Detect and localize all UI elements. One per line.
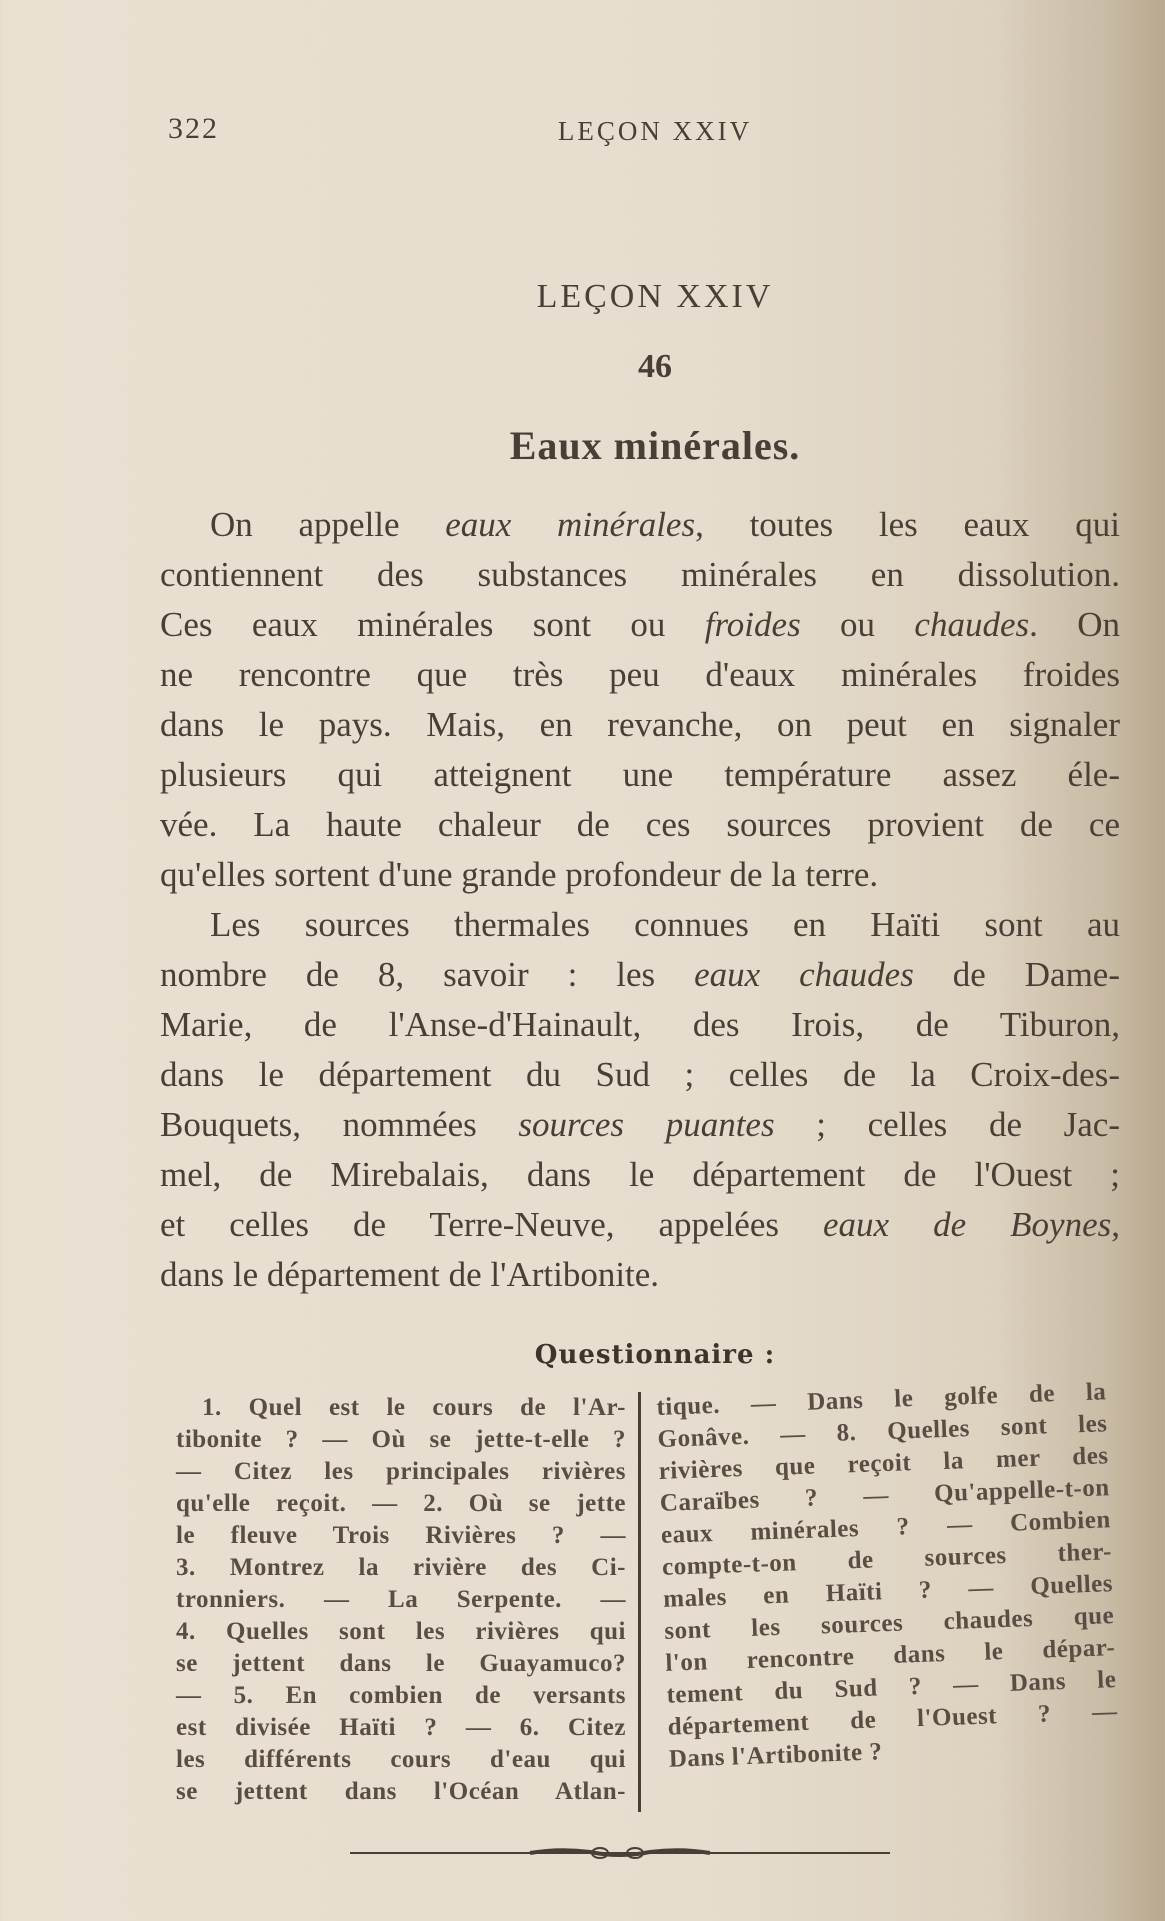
- questionnaire-line: 3. Montrez la rivière des Ci-: [176, 1554, 626, 1581]
- questionnaire-line: département de l'Ouest ? —: [667, 1698, 1118, 1741]
- body-line: [160, 1250, 1120, 1300]
- questionnaire-line: males en Haïti ? — Quelles: [662, 1570, 1114, 1613]
- text-run: contiennent des substances minérales en dissolution.: [160, 555, 1120, 594]
- text-run: On appelle: [210, 505, 446, 544]
- body-line: [160, 750, 1120, 800]
- body-line: [160, 850, 1120, 900]
- questionnaire-line: — Citez les principales rivières: [176, 1458, 626, 1485]
- body-line: [160, 500, 1120, 550]
- text-run: ,: [1111, 1205, 1120, 1244]
- questionnaire-line: tique. — Dans le golfe de la: [656, 1378, 1107, 1421]
- text-run: dans le département de l'Artibonite.: [160, 1255, 660, 1294]
- text-run: ; celles de Jac-: [774, 1105, 1120, 1144]
- questionnaire-line: le fleuve Trois Rivières ? —: [176, 1522, 626, 1549]
- questionnaire-line: qu'elle reçoit. — 2. Où se jette: [176, 1490, 626, 1517]
- italic-term: chaudes: [914, 605, 1030, 644]
- text-run: . On: [1029, 605, 1121, 644]
- questionnaire-line: l'on rencontre dans le dépar-: [665, 1634, 1116, 1677]
- body-text: [160, 500, 1120, 1300]
- text-run: plusieurs qui atteignent une température assez éle-: [160, 755, 1120, 794]
- text-run: de Dame-: [913, 955, 1120, 994]
- ornament-divider: [350, 1846, 890, 1860]
- body-line: [160, 1050, 1120, 1100]
- text-run: Bouquets, nommées: [160, 1105, 519, 1144]
- questionnaire-line: tibonite ? — Où se jette-t-elle ?: [176, 1426, 626, 1453]
- text-run: mel, de Mirebalais, dans le département de l'Ouest ;: [160, 1155, 1120, 1194]
- column-rule: [638, 1392, 641, 1812]
- questionnaire-line: tronniers. — La Serpente. —: [176, 1586, 626, 1613]
- questionnaire-line: se jettent dans le Guayamuco?: [176, 1650, 626, 1677]
- questionnaire-line: se jettent dans l'Océan Atlan-: [176, 1778, 626, 1805]
- questionnaire-line: rivières que reçoit la mer des: [658, 1442, 1109, 1485]
- italic-term: sources puantes: [518, 1105, 775, 1144]
- body-line: [160, 900, 1120, 950]
- questionnaire-line: eaux minérales ? — Combien: [660, 1506, 1112, 1549]
- questionnaire-heading: Questionnaire :: [534, 1340, 776, 1370]
- questionnaire-line: 4. Quelles sont les rivières qui: [176, 1618, 626, 1645]
- questionnaire-line: — 5. En combien de versants: [176, 1682, 626, 1709]
- section-number: 46: [638, 348, 672, 385]
- questionnaire-right-column: [656, 1376, 1119, 1775]
- lesson-title: LEÇON XXIV: [536, 278, 774, 315]
- questionnaire-line: 1. Quel est le cours de l'Ar-: [202, 1394, 626, 1421]
- questionnaire-line: Dans l'Artibonite ?: [668, 1738, 883, 1773]
- text-run: dans le pays. Mais, en revanche, on peut en signaler: [160, 705, 1120, 744]
- text-run: nombre de 8, savoir : les: [160, 955, 695, 994]
- questionnaire-left-column: [176, 1392, 626, 1808]
- text-run: Les sources thermales connues en Haïti sont au: [210, 905, 1120, 944]
- questionnaire-line: est divisée Haïti ? — 6. Citez: [176, 1714, 626, 1741]
- text-run: vée. La haute chaleur de ces sources provient de ce: [160, 805, 1120, 844]
- questionnaire-line: Gonâve. — 8. Quelles sont les: [657, 1410, 1108, 1453]
- body-line: [160, 1100, 1120, 1150]
- body-line: [160, 950, 1120, 1000]
- text-run: dans le département du Sud ; celles de la Croix-des-: [160, 1055, 1120, 1094]
- body-line: [160, 700, 1120, 750]
- text-run: , toutes les eaux qui: [695, 505, 1120, 544]
- body-line: [160, 1150, 1120, 1200]
- body-line: [160, 600, 1120, 650]
- body-line: [160, 1000, 1120, 1050]
- questionnaire-line: les différents cours d'eau qui: [176, 1746, 626, 1773]
- questionnaire-line: sont les sources chaudes que: [663, 1602, 1115, 1645]
- italic-term: froides: [704, 605, 801, 644]
- text-run: ou: [800, 605, 915, 644]
- questionnaire-line: compte-t-on de sources ther-: [661, 1538, 1113, 1581]
- body-line: [160, 800, 1120, 850]
- italic-term: eaux chaudes: [694, 955, 914, 994]
- text-run: et celles de Terre-Neuve, appelées: [160, 1205, 824, 1244]
- body-line: [160, 1200, 1120, 1250]
- italic-term: eaux minérales: [445, 505, 696, 544]
- text-run: Marie, de l'Anse-d'Hainault, des Irois, de Tiburon,: [160, 1005, 1120, 1044]
- italic-term: eaux de Boynes: [823, 1205, 1112, 1244]
- body-line: [160, 550, 1120, 600]
- running-header: LEÇON XXIV: [557, 116, 753, 146]
- text-run: Ces eaux minérales sont ou: [160, 605, 705, 644]
- questionnaire-line: tement du Sud ? — Dans le: [666, 1666, 1117, 1709]
- page-number: 322: [168, 112, 219, 145]
- body-line: [160, 650, 1120, 700]
- questionnaire-line: Caraïbes ? — Qu'appelle-t-on: [659, 1474, 1111, 1517]
- text-run: ne rencontre que très peu d'eaux minérales froides: [160, 655, 1120, 694]
- text-run: qu'elles sortent d'une grande profondeur de la terre.: [160, 855, 879, 894]
- section-title: Eaux minérales.: [509, 423, 801, 468]
